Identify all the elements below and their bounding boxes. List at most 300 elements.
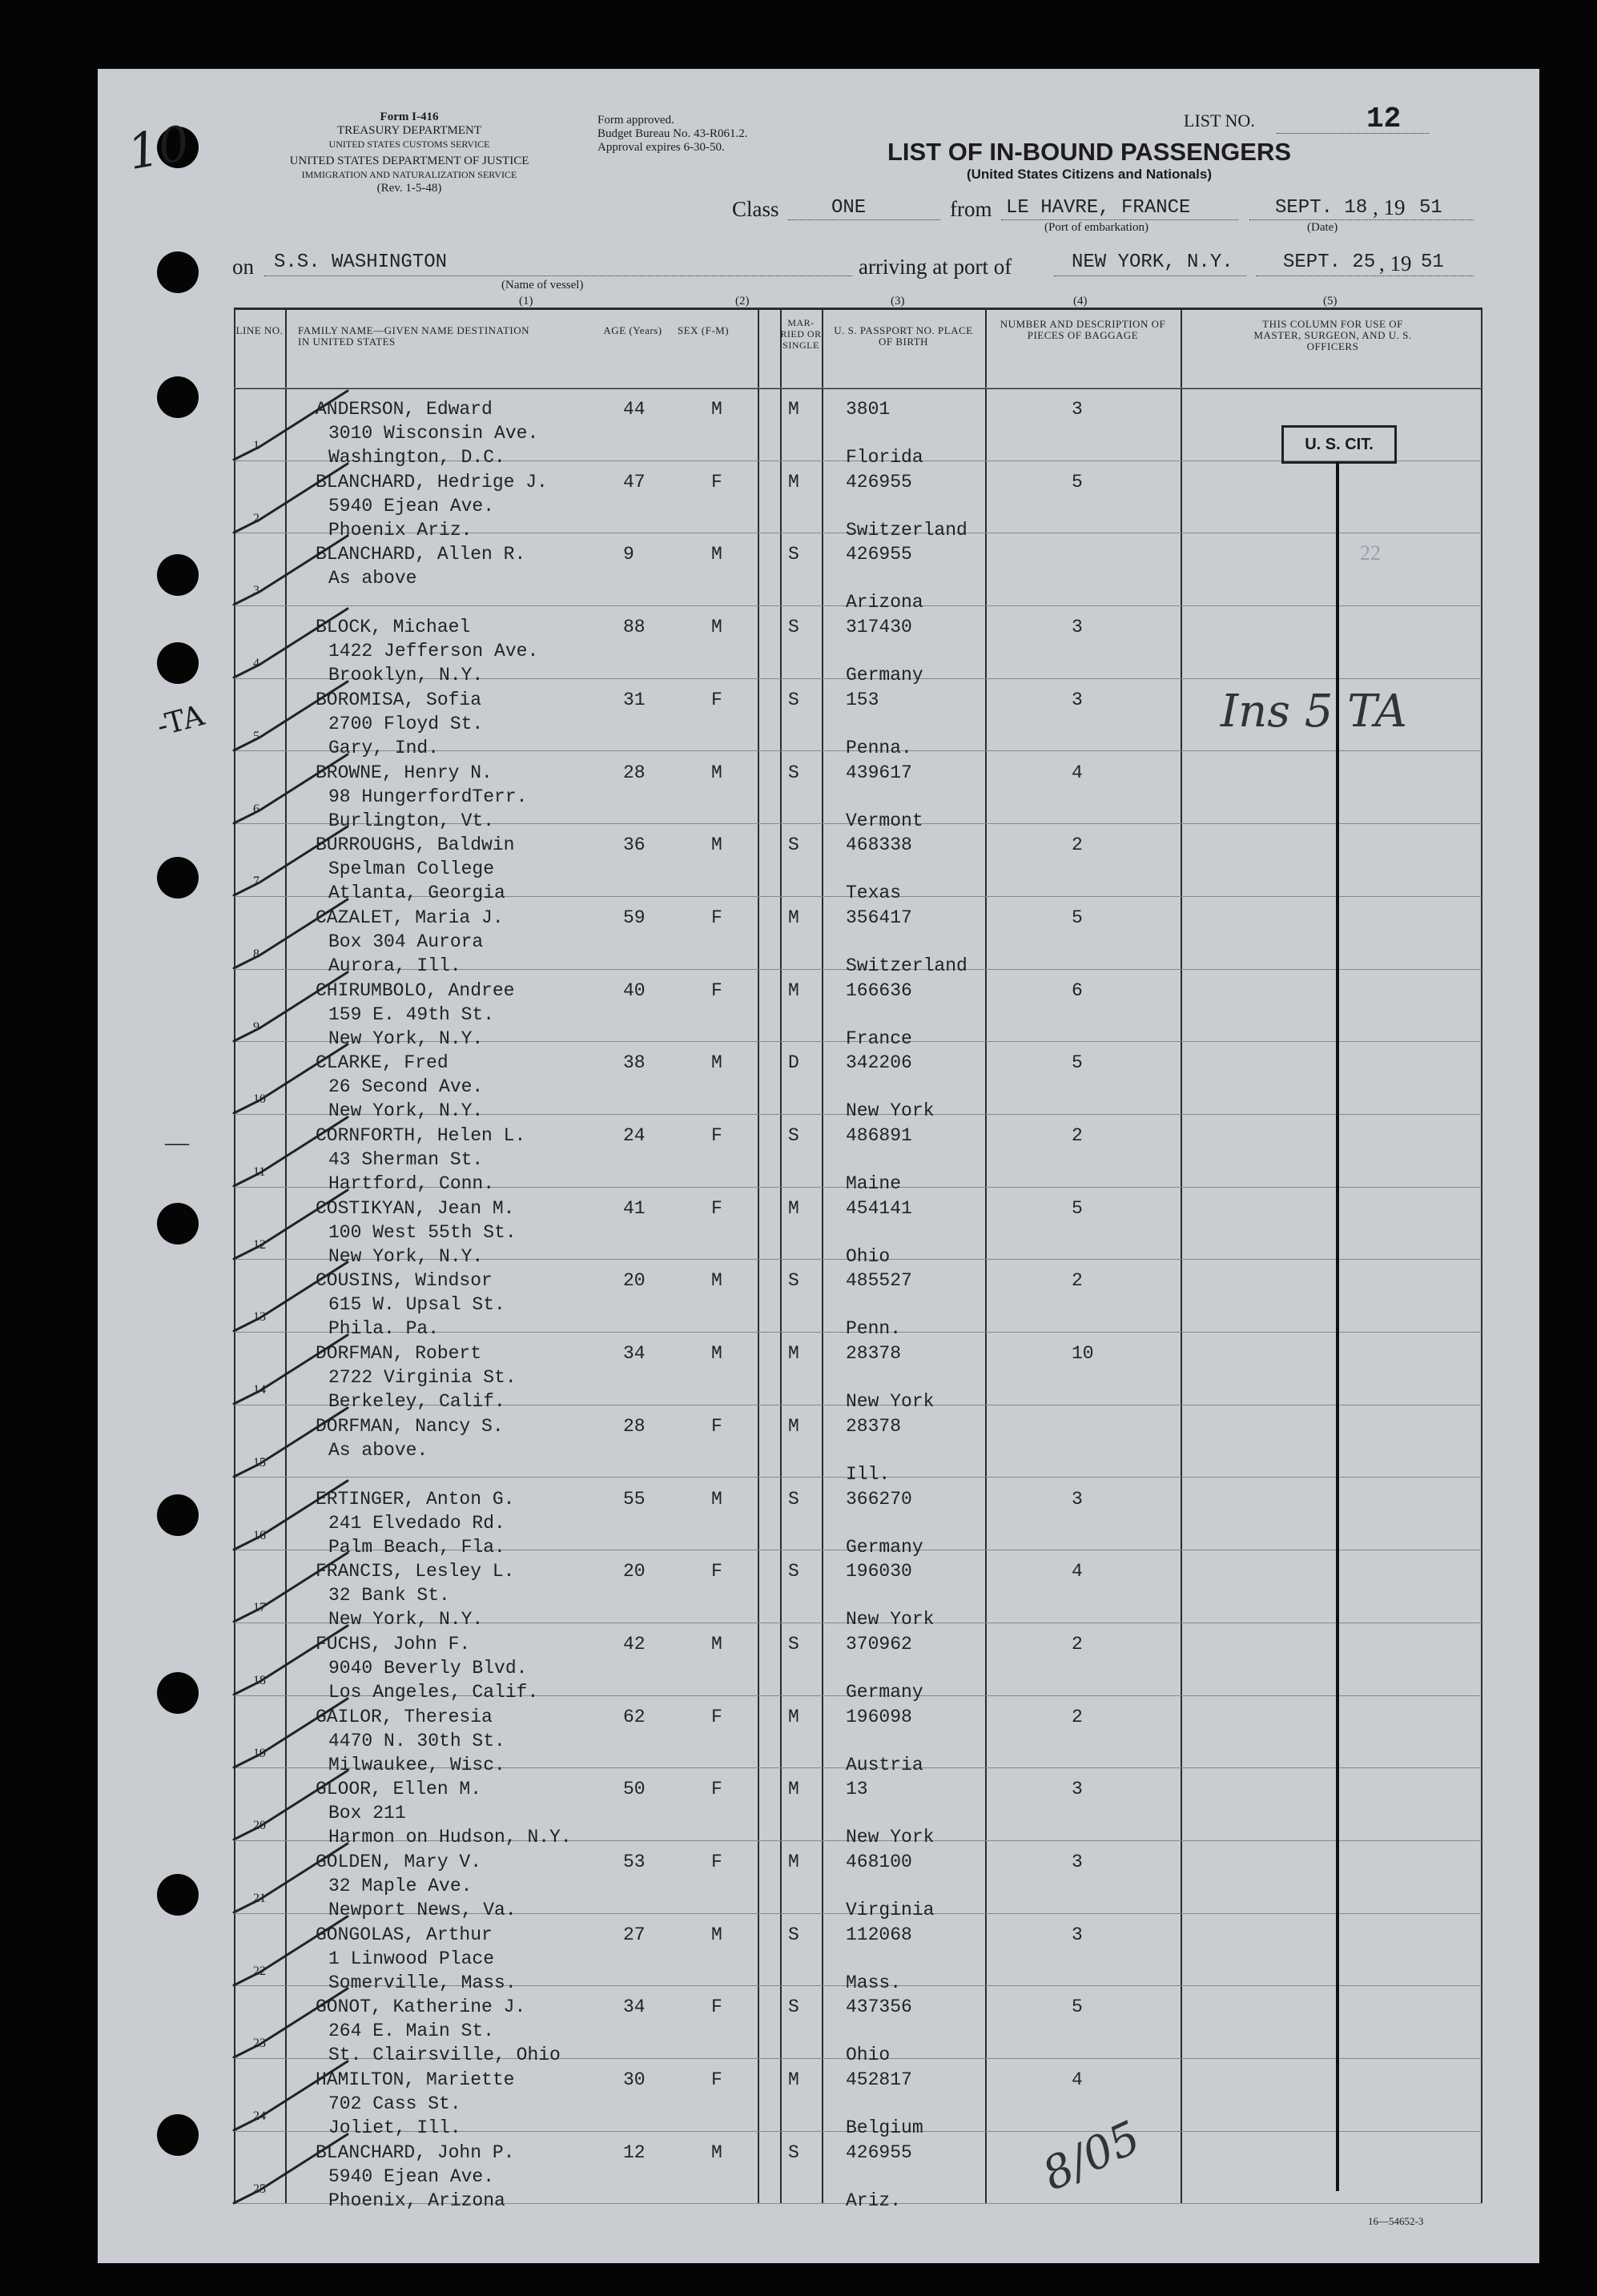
passenger-name: BURROUGHS, Baldwin — [316, 834, 515, 856]
address-line-2: Phoenix Ariz. — [328, 519, 473, 541]
baggage-count: 5 — [1072, 471, 1083, 493]
binder-hole — [157, 642, 199, 684]
col-header-officers: THIS COLUMN FOR USE OF MASTER, SURGEON, AND U. S. OFFICERS — [1253, 318, 1412, 352]
passport-number: 153 — [846, 689, 879, 710]
document-title: LIST OF IN-BOUND PASSENGERS — [887, 138, 1292, 166]
place-of-birth: Vermont — [846, 810, 923, 831]
passenger-age: 36 — [623, 834, 646, 856]
passenger-name: GAILOR, Theresia — [316, 1706, 493, 1727]
baggage-count: 3 — [1072, 617, 1083, 638]
address-line-2: Somerville, Mass. — [328, 1972, 517, 1993]
table-row — [234, 823, 1482, 904]
table-row — [234, 1550, 1482, 1631]
form-approval — [597, 114, 747, 155]
place-of-birth: Penn. — [846, 1318, 902, 1340]
col-header-baggage: NUMBER AND DESCRIPTION OF PIECES OF BAGGAGE — [1000, 318, 1166, 341]
table-row — [234, 2058, 1482, 2139]
table-row — [234, 1985, 1482, 2066]
stray-mark: 22 — [1360, 541, 1381, 565]
passenger-sex: F — [711, 689, 722, 710]
address-line-2: Harmon on Hudson, N.Y. — [328, 1827, 572, 1848]
approval-line: Budget Bureau No. 43-R061.2. — [597, 127, 748, 140]
marital-status: S — [788, 1924, 799, 1945]
marital-status: M — [788, 471, 799, 493]
passport-number: 426955 — [846, 471, 912, 493]
marital-status: M — [788, 399, 799, 420]
baggage-count: 5 — [1072, 1197, 1083, 1219]
line-number: 2 — [253, 511, 259, 525]
document-subtitle: (United States Citizens and Nationals) — [966, 167, 1213, 182]
passenger-sex: F — [711, 1996, 722, 2018]
vessel-line — [264, 275, 852, 276]
baggage-count: 4 — [1072, 762, 1083, 783]
passenger-age: 38 — [623, 1052, 646, 1074]
address-line-1: 32 Maple Ave. — [328, 1876, 473, 1896]
date-caption: (Date) — [1307, 221, 1338, 234]
col-header-line: LINE NO. — [235, 324, 284, 336]
margin-mark-top: 10 — [123, 115, 194, 182]
binder-hole — [157, 1874, 199, 1916]
address-line-1: 5940 Ejean Ave. — [328, 2165, 495, 2187]
class-line — [788, 219, 940, 220]
passenger-age: 9 — [623, 544, 634, 565]
line-number: 10 — [253, 1092, 266, 1107]
table-row — [234, 1695, 1482, 1775]
address-line-2: Newport News, Va. — [328, 1900, 517, 1920]
address-line-1: 1422 Jefferson Ave. — [328, 641, 539, 662]
line-number: 4 — [253, 657, 259, 671]
address-line-1: Box 304 Aurora — [328, 931, 484, 952]
passport-number: 468100 — [846, 1852, 912, 1872]
place-of-birth: Texas — [846, 883, 902, 904]
passenger-age: 28 — [623, 762, 646, 783]
binder-hole — [157, 554, 199, 596]
departure-year: 51 — [1419, 197, 1442, 219]
arriving-label: arriving at port of — [859, 255, 1012, 279]
passenger-sex: M — [711, 1343, 722, 1365]
list-no-line — [1277, 133, 1429, 134]
marital-status: S — [788, 1996, 799, 2018]
baggage-count: 10 — [1072, 1343, 1094, 1365]
column-number-4: (4) — [1073, 295, 1088, 308]
passport-number: 426955 — [846, 2141, 912, 2163]
col-header-married: MAR-RIED OR SINGLE — [780, 317, 822, 351]
passport-number: 112068 — [846, 1924, 912, 1945]
passenger-age: 41 — [623, 1197, 646, 1219]
passenger-sex: F — [711, 1415, 722, 1437]
address-line-1: 5940 Ejean Ave. — [328, 495, 495, 517]
place-of-birth: Austria — [846, 1754, 923, 1775]
passport-number: 196030 — [846, 1561, 912, 1582]
line-number: 7 — [253, 875, 259, 889]
baggage-count: 2 — [1072, 1633, 1083, 1655]
baggage-count: 3 — [1072, 1779, 1083, 1800]
place-of-birth: Switzerland — [846, 519, 967, 541]
passenger-name: FRANCIS, Lesley L. — [316, 1561, 515, 1582]
baggage-count: 3 — [1072, 399, 1083, 420]
passenger-age: 34 — [623, 1343, 646, 1365]
justice-dept: UNITED STATES DEPARTMENT OF JUSTICE — [289, 155, 529, 167]
baggage-count: 4 — [1072, 1561, 1083, 1582]
address-line-2: Palm Beach, Fla. — [328, 1536, 505, 1558]
passport-number: 468338 — [846, 834, 912, 856]
passport-number: 28378 — [846, 1415, 902, 1437]
line-number: 19 — [253, 1746, 266, 1760]
passenger-sex: F — [711, 979, 722, 1001]
address-line-1: 98 HungerfordTerr. — [328, 786, 528, 807]
place-of-birth: Ohio — [846, 1245, 891, 1267]
marital-status: S — [788, 1633, 799, 1655]
line-number: 5 — [253, 729, 259, 743]
address-line-2: New York, N.Y. — [328, 1027, 484, 1049]
marital-status: D — [788, 1052, 799, 1074]
place-of-birth: Ariz. — [846, 2189, 902, 2211]
passenger-name: ANDERSON, Edward — [316, 399, 493, 420]
baggage-count: 2 — [1072, 1125, 1083, 1146]
baggage-count: 5 — [1072, 1996, 1083, 2018]
passenger-name: COSTIKYAN, Jean M. — [316, 1197, 515, 1219]
line-number: 23 — [253, 2037, 266, 2051]
address-line-2: New York, N.Y. — [328, 1245, 484, 1267]
address-line-1: 1 Linwood Place — [328, 1948, 495, 1969]
margin-mark-dash: — — [165, 1129, 189, 1156]
passenger-sex: F — [711, 1779, 722, 1800]
passenger-age: 53 — [623, 1852, 646, 1872]
treasury-dept: TREASURY DEPARTMENT — [336, 124, 482, 137]
table-row — [234, 460, 1482, 541]
marital-status: M — [788, 907, 799, 928]
address-line-2: Burlington, Vt. — [328, 810, 495, 831]
marital-status: S — [788, 1270, 799, 1292]
passenger-name: CAZALET, Maria J. — [316, 907, 504, 928]
passenger-table — [234, 308, 1482, 2211]
baggage-count: 3 — [1072, 1488, 1083, 1510]
passenger-sex: F — [711, 907, 722, 928]
passenger-sex: M — [711, 544, 722, 565]
passenger-age: 27 — [623, 1924, 646, 1945]
passenger-sex: M — [711, 1052, 722, 1074]
us-citizen-stamp: U. S. CIT. — [1281, 425, 1397, 464]
passport-number: 356417 — [846, 907, 912, 928]
address-line-2: New York, N.Y. — [328, 1609, 484, 1631]
arrival-port: NEW YORK, N.Y. — [1072, 251, 1233, 273]
arrival-date-line — [1256, 275, 1474, 276]
baggage-count: 5 — [1072, 907, 1083, 928]
address-line-1: 43 Sherman St. — [328, 1149, 484, 1170]
address-line-1: 2722 Virginia St. — [328, 1367, 517, 1389]
passenger-age: 40 — [623, 979, 646, 1001]
binder-hole — [157, 1203, 199, 1245]
address-line-2: Aurora, Ill. — [328, 955, 461, 976]
address-line-1: 32 Bank St. — [328, 1585, 450, 1606]
passenger-name: FUCHS, John F. — [316, 1633, 471, 1655]
passenger-sex: M — [711, 834, 722, 856]
passenger-age: 12 — [623, 2141, 646, 2163]
line-number: 8 — [253, 947, 259, 961]
col-header-age: AGE (Years) — [603, 324, 662, 336]
bottom-handwritten-note: 8/05 — [1035, 2111, 1148, 2202]
place-of-birth: New York — [846, 1827, 935, 1848]
line-number: 1 — [253, 439, 259, 452]
passport-number: 366270 — [846, 1488, 912, 1510]
form-header-left — [229, 111, 589, 195]
place-of-birth: New York — [846, 1100, 935, 1122]
passenger-sex: M — [711, 1488, 722, 1510]
place-of-birth: Ill. — [846, 1463, 891, 1485]
passenger-name: BROWNE, Henry N. — [316, 762, 493, 783]
marital-status: M — [788, 1343, 799, 1365]
marital-status: M — [788, 1415, 799, 1437]
passenger-age: 24 — [623, 1125, 646, 1146]
table-row — [234, 1767, 1482, 1848]
baggage-count: 5 — [1072, 1052, 1083, 1074]
marital-status: S — [788, 617, 799, 638]
passenger-age: 55 — [623, 1488, 646, 1510]
marital-status: S — [788, 2141, 799, 2163]
binder-hole — [157, 857, 199, 899]
place-of-birth: New York — [846, 1609, 935, 1631]
form-number: Form I-416 — [380, 111, 439, 123]
line-number: 17 — [253, 1601, 266, 1615]
approval-line: Approval expires 6-30-50. — [597, 141, 725, 154]
table-row — [234, 1332, 1482, 1413]
passenger-sex: F — [711, 1125, 722, 1146]
from-label: from — [950, 197, 992, 221]
passenger-name: GONOT, Katherine J. — [316, 1996, 526, 2018]
table-row — [234, 1913, 1482, 1993]
col-header-name: FAMILY NAME—GIVEN NAME DESTINATION IN UNITED STATES — [298, 324, 530, 348]
passenger-name: CORNFORTH, Helen L. — [316, 1125, 526, 1146]
place-of-birth: New York — [846, 1391, 935, 1413]
place-of-birth: Virginia — [846, 1900, 935, 1920]
passenger-name: BLANCHARD, Hedrige J. — [316, 471, 548, 493]
passenger-name: BLANCHARD, John P. — [316, 2141, 515, 2163]
line-number: 22 — [253, 1964, 266, 1978]
departure-year-prefix: , 19 — [1373, 195, 1406, 219]
address-line-1: 100 West 55th St. — [328, 1221, 517, 1243]
baggage-count: 2 — [1072, 1706, 1083, 1727]
marital-status: M — [788, 2069, 799, 2091]
approval-line: Form approved. — [597, 114, 674, 127]
passenger-name: DORFMAN, Nancy S. — [316, 1415, 504, 1437]
place-of-birth: Germany — [846, 665, 923, 686]
passenger-age: 31 — [623, 689, 646, 710]
passenger-sex: F — [711, 2069, 722, 2091]
port-of-embarkation: LE HAVRE, FRANCE — [1006, 197, 1191, 219]
address-line-1: Spelman College — [328, 858, 495, 880]
address-line-1: 615 W. Upsal St. — [328, 1294, 505, 1316]
passenger-name: DORFMAN, Robert — [316, 1343, 482, 1365]
arrival-year-prefix: , 19 — [1379, 251, 1412, 275]
passenger-age: 62 — [623, 1706, 646, 1727]
arrival-port-line — [1054, 275, 1246, 276]
line-number: 12 — [253, 1237, 266, 1252]
passenger-age: 28 — [623, 1415, 646, 1437]
address-line-2: Hartford, Conn. — [328, 1173, 495, 1194]
address-line-1: 4470 N. 30th St. — [328, 1730, 505, 1751]
passenger-age: 20 — [623, 1270, 646, 1292]
baggage-count: 4 — [1072, 2069, 1083, 2091]
table-row — [234, 605, 1482, 686]
passport-number: 439617 — [846, 762, 912, 783]
class-value: ONE — [831, 197, 867, 219]
baggage-count: 3 — [1072, 1852, 1083, 1872]
line-number: 21 — [253, 1892, 266, 1905]
place-of-birth: Ohio — [846, 2045, 891, 2066]
line-number: 6 — [253, 802, 259, 816]
marital-status: S — [788, 762, 799, 783]
column-number-5: (5) — [1323, 295, 1338, 308]
line-number: 18 — [253, 1673, 266, 1687]
address-line-2: St. Clairsville, Ohio — [328, 2045, 561, 2066]
passenger-name: BOROMISA, Sofia — [316, 689, 482, 710]
table-row — [234, 896, 1482, 976]
form-revision: (Rev. 1-5-48) — [376, 182, 442, 195]
arrival-date: SEPT. 25 — [1283, 251, 1376, 273]
line-number: 15 — [253, 1455, 266, 1470]
passenger-age: 44 — [623, 399, 646, 420]
passport-number: 13 — [846, 1779, 868, 1800]
line-number: 13 — [253, 1310, 266, 1325]
passenger-name: GONGOLAS, Arthur — [316, 1924, 493, 1945]
table-row — [234, 2131, 1482, 2211]
table-row — [234, 969, 1482, 1049]
col-header-passport: U. S. PASSPORT NO. PLACE OF BIRTH — [834, 324, 973, 348]
passenger-name: GOLDEN, Mary V. — [316, 1852, 482, 1872]
marital-status: S — [788, 834, 799, 856]
place-of-birth: Germany — [846, 1536, 923, 1558]
passenger-sex: M — [711, 1924, 722, 1945]
baggage-count: 2 — [1072, 834, 1083, 856]
passenger-sex: M — [711, 399, 722, 420]
marital-status: S — [788, 1125, 799, 1146]
address-line-1: 9040 Beverly Blvd. — [328, 1657, 528, 1679]
passport-number: 370962 — [846, 1633, 912, 1655]
place-of-birth: Belgium — [846, 2117, 923, 2139]
passenger-sex: M — [711, 762, 722, 783]
passenger-name: BLOCK, Michael — [316, 617, 471, 638]
passenger-age: 30 — [623, 2069, 646, 2091]
arrival-year: 51 — [1421, 251, 1444, 273]
address-line-1: 264 E. Main St. — [328, 2021, 495, 2042]
table-row — [234, 1259, 1482, 1340]
line-number: 24 — [253, 2109, 266, 2124]
passenger-name: HAMILTON, Mariette — [316, 2069, 515, 2091]
address-line-2: Atlanta, Georgia — [328, 883, 505, 904]
ins-service: IMMIGRATION AND NATURALIZATION SERVICE — [301, 169, 517, 180]
passenger-name: BLANCHARD, Allen R. — [316, 544, 526, 565]
address-line-2: Milwaukee, Wisc. — [328, 1754, 505, 1775]
vessel-caption: (Name of vessel) — [501, 279, 584, 292]
address-line-2: Phila. Pa. — [328, 1318, 440, 1340]
table-row — [234, 1405, 1482, 1485]
binder-hole — [157, 1672, 199, 1714]
passenger-name: GLOOR, Ellen M. — [316, 1779, 482, 1800]
place-of-birth: Maine — [846, 1173, 902, 1194]
column-number-3: (3) — [891, 295, 905, 308]
table-row — [234, 1840, 1482, 1920]
table-row — [234, 1478, 1482, 1558]
marital-status: M — [788, 1779, 799, 1800]
address-line-1: 159 E. 49th St. — [328, 1003, 495, 1025]
address-line-2: Joliet, Ill. — [328, 2117, 461, 2139]
passenger-name: COUSINS, Windsor — [316, 1270, 493, 1292]
passport-number: 485527 — [846, 1270, 912, 1292]
passport-number: 426955 — [846, 544, 912, 565]
line-number: 9 — [253, 1019, 259, 1034]
place-of-birth: France — [846, 1027, 912, 1049]
baggage-count: 6 — [1072, 979, 1083, 1001]
passenger-sex: F — [711, 1852, 722, 1872]
passenger-age: 42 — [623, 1633, 646, 1655]
place-of-birth: Penna. — [846, 737, 912, 758]
passport-number: 317430 — [846, 617, 912, 638]
form-footer-code: 16—54652-3 — [1368, 2215, 1424, 2227]
margin-mark-side: -TA — [153, 699, 208, 743]
passenger-age: 34 — [623, 1996, 646, 2018]
column-number-1: (1) — [519, 295, 533, 308]
table-row — [234, 1622, 1482, 1703]
address-line-1: 2700 Floyd St. — [328, 713, 484, 734]
list-no-label: LIST NO. — [1184, 111, 1255, 131]
place-of-birth: Arizona — [846, 592, 923, 613]
marital-status: M — [788, 1197, 799, 1219]
baggage-count: 3 — [1072, 1924, 1083, 1945]
list-number: 12 — [1366, 103, 1402, 135]
place-of-birth: Florida — [846, 447, 923, 468]
line-number: 3 — [253, 584, 259, 598]
address-line-2: Phoenix, Arizona — [328, 2189, 505, 2211]
line-number: 25 — [253, 2181, 266, 2196]
passport-number: 452817 — [846, 2069, 912, 2091]
place-of-birth: Germany — [846, 1681, 923, 1703]
baggage-count: 3 — [1072, 689, 1083, 710]
table-top-rule — [234, 308, 1482, 310]
passport-number: 486891 — [846, 1125, 912, 1146]
passport-number: 3801 — [846, 399, 891, 420]
binder-hole — [157, 2114, 199, 2156]
passport-number: 28378 — [846, 1343, 902, 1365]
line-number: 14 — [253, 1383, 266, 1397]
place-of-birth: Mass. — [846, 1972, 902, 1993]
port-embarkation-caption: (Port of embarkation) — [1044, 221, 1148, 234]
departure-date: SEPT. 18 — [1275, 197, 1368, 219]
passenger-age: 50 — [623, 1779, 646, 1800]
address-line-2: Berkeley, Calif. — [328, 1391, 505, 1413]
address-line-1: 26 Second Ave. — [328, 1076, 484, 1098]
column-number-2: (2) — [735, 295, 750, 308]
marital-status: M — [788, 1706, 799, 1727]
binder-hole — [157, 1494, 199, 1536]
marital-status: S — [788, 1488, 799, 1510]
on-label: on — [232, 255, 254, 279]
passport-number: 342206 — [846, 1052, 912, 1074]
from-line — [1001, 219, 1238, 220]
passport-number: 196098 — [846, 1706, 912, 1727]
table-row — [234, 533, 1482, 613]
passenger-sex: F — [711, 1561, 722, 1582]
marital-status: S — [788, 689, 799, 710]
passenger-age: 47 — [623, 471, 646, 493]
address-line-1: As above — [328, 568, 417, 589]
address-line-2: Gary, Ind. — [328, 737, 440, 758]
table-row — [234, 751, 1482, 831]
passenger-sex: M — [711, 617, 722, 638]
table-row — [234, 1187, 1482, 1267]
passenger-sex: M — [711, 1270, 722, 1292]
address-line-1: 3010 Wisconsin Ave. — [328, 423, 539, 444]
address-line-2: New York, N.Y. — [328, 1100, 484, 1122]
